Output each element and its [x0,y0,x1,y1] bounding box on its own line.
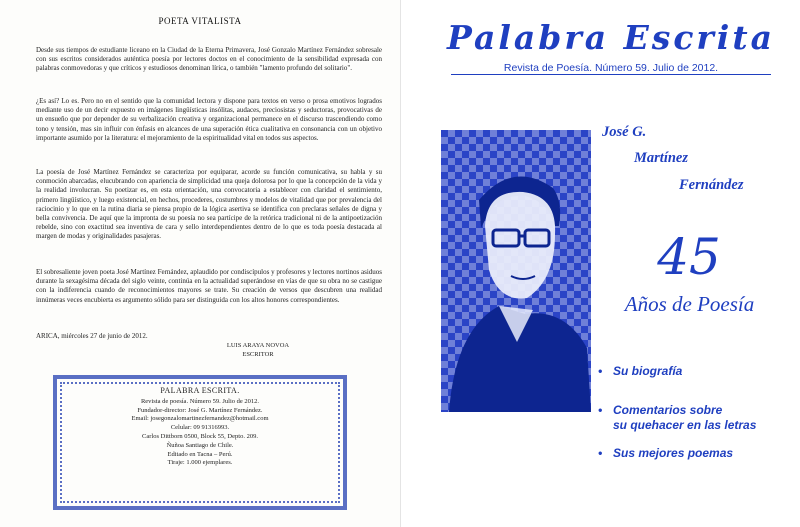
signature-name: LUIS ARAYA NOVOA [226,342,290,349]
colophon-email: Email: josegonzalomartinezfernandez@hotmail.com [131,415,269,423]
bullet-text: Su biografía [613,364,683,378]
paragraph-3: La poesía de José Martínez Fernández se caracteriza por equiparar, acorde su función comunicativa, su habla y su conmoción abarcadas, elucubrando con apariencia de simplicidad una queja dolorosa por lo que la concepción de la vida y la realidad involucran. Su poetizar es, en esta orientación, una convocatoria a establecer con claridad el sentimiento, primero lingüístico, y luego existencial, en hechos, procederes, costumbres y modelos de vitalidad que por prevalencia del raciocinio y lo que en la rutina diaria se piensa propio de la lógica asertiva se identifica con preclaras señales de digna y bella convivencia. De aquí que la impronta de su poesía no sea partícipe de la retórica tradicional ni de la antipoetización rebelde, sino con exactitud sea inventiva de cara y sello interdependientes dentro de lo que es toda poesía destacada al margen de modas y originalidades pasajeras. [36,168,382,241]
bullet-biography [598,364,683,379]
signature [210,341,306,359]
signature-role: ESCRITOR [242,351,274,358]
colophon-line: Editado en Tacna – Perú. [167,450,233,458]
cover-page [401,0,800,527]
colophon-text [65,387,335,468]
colophon-title: PALABRA ESCRITA. [160,386,240,395]
bullet-dot-icon: • [598,364,603,378]
author-name-line-1: José G. [602,124,647,140]
colophon-line: Fundador-director: José G. Martínez Fernández. [137,406,263,414]
paragraph-4: El sobresaliente joven poeta José Martínez Fernández, aplaudido por condiscípulos y profesores y lectores nortinos asiduos durante la sexagésima década del siglo veinte, continúa en la actualidad superándose en vías de que su obra no se castigue con la indiferencia cuando de reconocimientos mayores se trate. Su creación de versos que descubren una realidad innúmeras veces encubierta es argumento sólido para ser distinguida con los altos honores correspondientes. [36,268,382,304]
bullet-text: Sus mejores poemas [613,446,734,460]
author-name-line-2: Martínez [634,150,688,166]
author-photo [441,130,591,412]
colophon-line: Carlos Dittborn 0500, Block 55, Depto. 209. [142,432,258,440]
masthead-title: Palabra Escrita [447,18,775,57]
author-name-line-3: Fernández [679,177,744,193]
colophon-card [53,375,347,510]
bullet-commentary [598,403,757,433]
bullet-text: Comentarios sobre [613,403,723,417]
colophon-line: Celular: 09 91316993. [170,424,230,432]
colophon-line: Revista de poesía. Número 59. Julio de 2012. [140,397,260,405]
paragraph-2: ¿Es así? Lo es. Pero no en el sentido que la comunidad lectora y dispone para textos en verso o prosa emotivos logrados mediante uso de un decir expuesto en imágenes lingüísticas insólitas, audaces, preciosistas y seductoras, provocativas de un ensueño que por depender de su verbalización creativa y organizacional permanece en el discurso trascendiendo como tono y tensión, mas sin influir con énfasis en alcances de una superación ética cualitativa en consonancia con un objetivo importante asumido por la literatura: el mejoramiento de la espiritualidad vital en todos sus aspectos. [36,97,382,142]
bullet-dot-icon: • [598,446,603,460]
left-page-heading: POETA VITALISTA [158,16,242,26]
anniversary-label: Años de Poesía [624,292,755,316]
bullet-poems [598,446,734,461]
colophon-line: Tiraje: 1.000 ejemplares. [167,459,233,467]
paragraph-1: Desde sus tiempos de estudiante liceano en la Ciudad de la Eterna Primavera, José Gonzalo Martínez Fernández sobresale con sus escritos considerados auténtica poesía por lectores doctos en el conocimiento de la sensibilidad expresada con palabras conmovedoras y que críticos y estudiosos denominan lírica, o también "lamento profundo del solitario". [36,46,382,73]
masthead-subtitle: Revista de Poesía. Número 59. Julio de 2012. [451,62,771,75]
colophon-line: Ñuñoa Santiago de Chile. [166,441,234,449]
bullet-dot-icon: • [598,403,603,417]
author-portrait-graphic [441,130,591,412]
bullet-text: su quehacer en las letras [613,418,757,432]
place-date: ARICA, miércoles 27 de junio de 2012. [36,332,148,340]
anniversary-number: 45 [657,228,721,286]
